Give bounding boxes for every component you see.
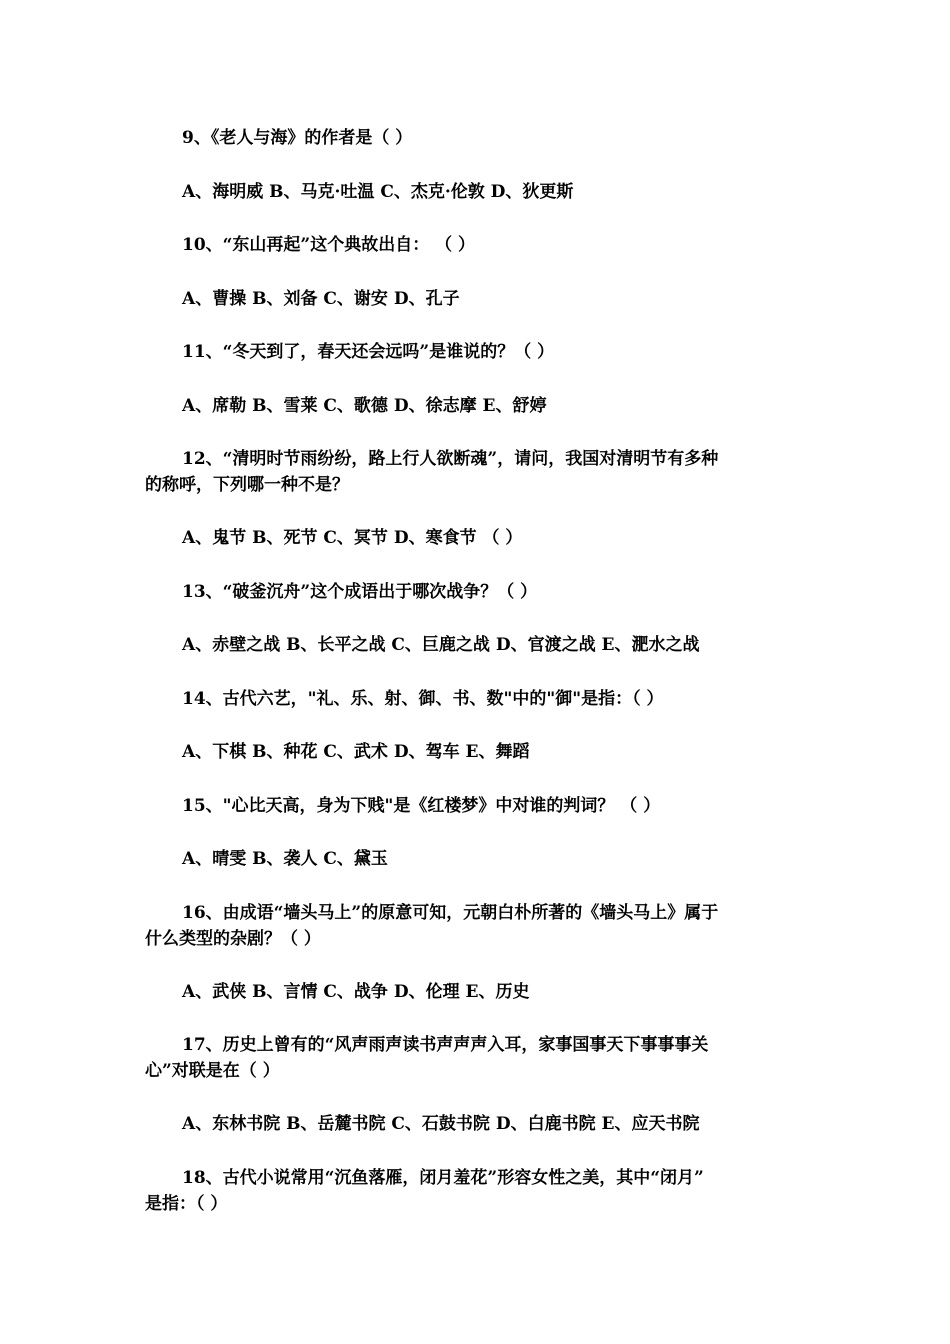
question-10-stem: 10、“东山再起”这个典故出自： （ ） <box>182 235 476 255</box>
question-14-options: A、下棋 B、种花 C、武术 D、驾车 E、舞蹈 <box>182 742 530 762</box>
question-10-options: A、曹操 B、刘备 C、谢安 D、孔子 <box>182 289 460 309</box>
question-17-options: A、东林书院 B、岳麓书院 C、石鼓书院 D、白鹿书院 E、应天书院 <box>182 1114 700 1134</box>
question-13-stem: 13、“破釜沉舟”这个成语出于哪次战争？（ ） <box>182 582 538 602</box>
question-9-stem: 9、《老人与海》的作者是（ ） <box>182 128 413 148</box>
question-12-stem-line-1: 12、“清明时节雨纷纷，路上行人欲断魂”，请问，我国对清明节有多种 <box>182 449 719 469</box>
question-9-options: A、海明威 B、马克·吐温 C、杰克·伦敦 D、狄更斯 <box>182 182 574 202</box>
question-18-stem-line-1: 18、古代小说常用“沉鱼落雁，闭月羞花”形容女性之美，其中“闭月” <box>182 1168 704 1188</box>
question-14-stem: 14、古代六艺，"礼、乐、射、御、书、数"中的"御"是指：（ ） <box>182 689 664 709</box>
question-12-options: A、鬼节 B、死节 C、冥节 D、寒食节 （ ） <box>182 528 523 548</box>
question-13-options: A、赤壁之战 B、长平之战 C、巨鹿之战 D、官渡之战 E、淝水之战 <box>182 635 700 655</box>
question-11-options: A、席勒 B、雪莱 C、歌德 D、徐志摩 E、舒婷 <box>182 396 547 416</box>
question-15-options: A、晴雯 B、袭人 C、黛玉 <box>182 849 388 869</box>
question-17-stem-line-1: 17、历史上曾有的“风声雨声读书声声声入耳，家事国事天下事事事关 <box>182 1035 709 1055</box>
question-16-options: A、武侠 B、言情 C、战争 D、伦理 E、历史 <box>182 982 530 1002</box>
question-15-stem: 15、"心比天高，身为下贱"是《红楼梦》中对谁的判词？ （ ） <box>182 796 661 816</box>
question-12-stem-line-2: 的称呼，下列哪一种不是？ <box>145 475 349 495</box>
question-11-stem: 11、“冬天到了，春天还会远吗”是谁说的？（ ） <box>182 342 555 362</box>
question-18-stem-line-2: 是指：（ ） <box>145 1194 228 1214</box>
question-17-stem-line-2: 心”对联是在（ ） <box>145 1061 280 1081</box>
question-16-stem-line-1: 16、由成语“墙头马上”的原意可知，元朝白朴所著的《墙头马上》属于 <box>182 903 719 923</box>
question-16-stem-line-2: 什么类型的杂剧？（ ） <box>145 929 321 949</box>
